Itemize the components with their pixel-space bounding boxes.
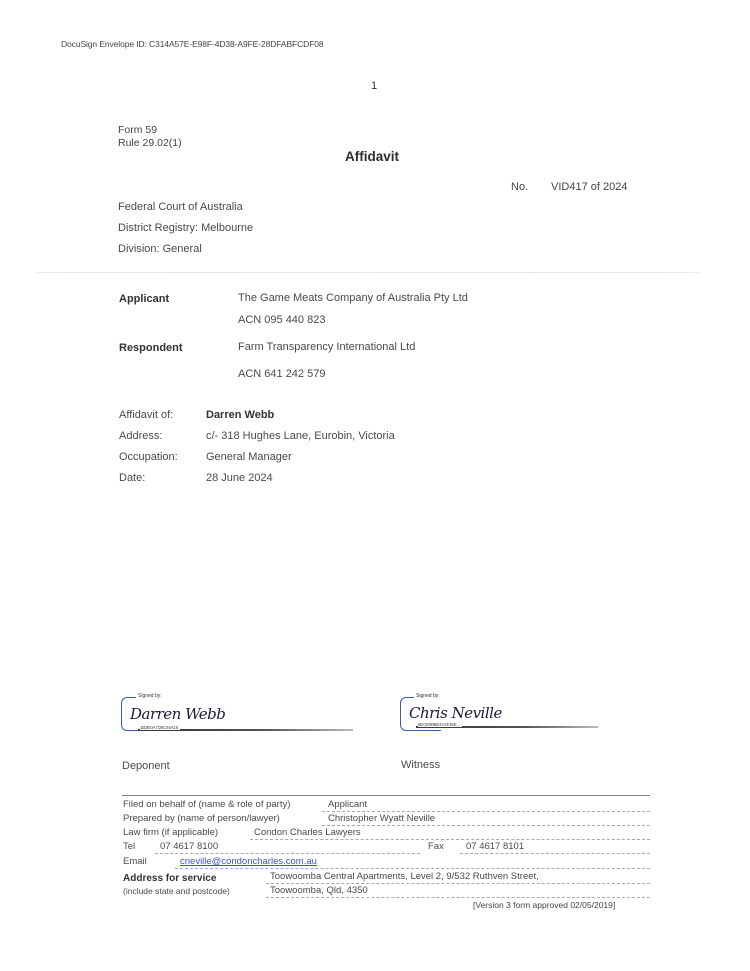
- deponent-occupation: General Manager: [206, 451, 292, 463]
- respondent-label: Respondent: [119, 342, 183, 354]
- field-underline: [155, 853, 420, 854]
- respondent-acn: ACN 641 242 579: [238, 368, 326, 380]
- applicant-label: Applicant: [119, 293, 170, 305]
- deponent-caption: Deponent: [122, 760, 170, 772]
- filed-on-behalf-value: Applicant: [328, 799, 368, 810]
- field-underline: [322, 825, 650, 826]
- footer-top-rule: [122, 795, 650, 796]
- signed-by-label: Signed by:: [416, 693, 440, 699]
- form-number: Form 59: [118, 124, 158, 136]
- field-underline: [322, 811, 650, 812]
- field-underline: [250, 839, 650, 840]
- docusign-envelope-id: DocuSign Envelope ID: C314A57E-E98F-4D38-A9FE-28DFABFCDF08: [61, 39, 324, 49]
- fax-value: 07 4617 8101: [466, 841, 525, 852]
- tel-value: 07 4617 8100: [160, 841, 219, 852]
- page-number: 1: [371, 80, 378, 92]
- address-for-service-line2: Toowoomba, Qld, 4350: [270, 885, 368, 896]
- district-registry: District Registry: Melbourne: [118, 222, 254, 234]
- form-reference: [118, 124, 182, 150]
- case-number-label: No.: [511, 181, 529, 193]
- law-firm-label: Law firm (if applicable): [123, 827, 219, 838]
- court-name: Federal Court of Australia: [118, 201, 243, 213]
- document-title: Affidavit: [345, 149, 399, 164]
- witness-caption: Witness: [401, 759, 441, 771]
- affidavit-of-label: Affidavit of:: [119, 409, 174, 421]
- address-for-service-line1: Toowoomba Central Apartments, Level 2, 9/532 Ruthven Street,: [270, 871, 539, 882]
- field-underline: [266, 883, 650, 884]
- occupation-label: Occupation:: [119, 451, 178, 463]
- rule-number: Rule 29.02(1): [118, 137, 182, 149]
- tel-label: Tel: [123, 841, 136, 852]
- date-label: Date:: [119, 472, 146, 484]
- form-version: [Version 3 form approved 02/05/2019]: [473, 900, 616, 910]
- affidavit-date: 28 June 2024: [206, 472, 273, 484]
- deponent-signature: Darren Webb: [130, 705, 226, 723]
- deponent-address: c/- 318 Hughes Lane, Eurobin, Victoria: [206, 430, 395, 442]
- address-label: Address:: [119, 430, 163, 442]
- signature-id: 1B3E0A7D8C94A16: [140, 725, 179, 730]
- applicant-acn: ACN 095 440 823: [238, 314, 326, 326]
- fax-label: Fax: [428, 841, 444, 852]
- applicant-name: The Game Meats Company of Australia Pty Ltd: [238, 292, 468, 304]
- prepared-by-value: Christopher Wyatt Neville: [328, 813, 436, 824]
- address-for-service-sublabel: (include state and postcode): [123, 886, 230, 896]
- field-underline: [175, 868, 650, 869]
- deponent-name: Darren Webb: [206, 409, 275, 421]
- section-divider: [35, 272, 700, 273]
- address-for-service-label: Address for service: [123, 873, 217, 884]
- case-number: VID417 of 2024: [551, 181, 628, 193]
- field-underline: [460, 853, 650, 854]
- division: Division: General: [118, 243, 202, 255]
- signature-id: 8ECE90BE4A4F46E...: [418, 722, 460, 727]
- prepared-by-label: Prepared by (name of person/lawyer): [123, 813, 280, 824]
- filed-on-behalf-label: Filed on behalf of (name & role of party): [123, 799, 291, 810]
- law-firm-value: Condon Charles Lawyers: [254, 827, 361, 838]
- signed-by-label: Signed by:: [138, 693, 162, 699]
- respondent-name: Farm Transparency International Ltd: [238, 341, 416, 353]
- court-details: [118, 197, 253, 260]
- email-label: Email: [123, 856, 147, 867]
- field-underline: [266, 897, 650, 898]
- witness-signature: Chris Neville: [409, 704, 502, 722]
- email-link[interactable]: cneville@condoncharles.com.au: [180, 856, 317, 867]
